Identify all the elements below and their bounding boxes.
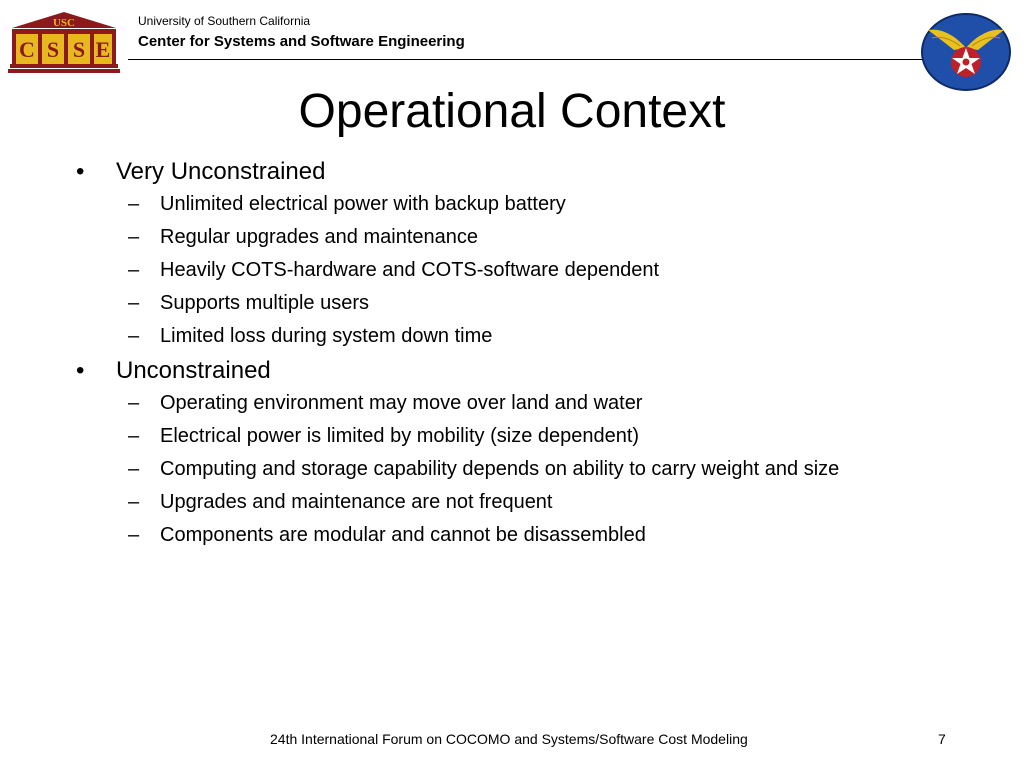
bullet-label: Unconstrained (116, 357, 271, 384)
dash-icon: – (128, 491, 140, 513)
sub-bullet-item (70, 486, 970, 519)
air-force-star-wings-icon (920, 12, 1012, 92)
bullet-item (70, 156, 970, 188)
university-name: University of Southern California (138, 14, 311, 28)
slide-title: Operational Context (298, 85, 726, 138)
sub-bullet-item (70, 387, 970, 420)
sub-bullet-text: Regular upgrades and maintenance (160, 226, 478, 248)
logo-usc-text: USC (52, 17, 76, 29)
slide-content (70, 154, 970, 552)
sub-bullet-item (70, 320, 970, 353)
sub-bullet-item (70, 287, 970, 320)
bullet-group-unconstrained (70, 355, 970, 552)
dash-icon: – (128, 292, 140, 314)
sub-bullet-text: Supports multiple users (160, 292, 369, 314)
dash-icon: – (128, 193, 140, 215)
footer-conference: 24th International Forum on COCOMO and Systems/Software Cost Modeling (270, 731, 748, 747)
sub-bullet-text: Components are modular and cannot be disassembled (160, 524, 646, 546)
dash-icon: – (128, 524, 140, 546)
header-divider (128, 59, 928, 60)
bullet-dot-icon: • (76, 158, 85, 185)
dash-icon: – (128, 392, 140, 414)
sub-bullet-item (70, 453, 970, 486)
sub-bullet-text: Limited loss during system down time (160, 325, 493, 347)
logo-letter-s2: S (72, 37, 86, 62)
bullet-dot-icon: • (76, 357, 85, 384)
sub-bullet-text: Upgrades and maintenance are not frequent (160, 491, 553, 513)
sub-bullet-text: Unlimited electrical power with backup battery (160, 193, 566, 215)
dash-icon: – (128, 425, 140, 447)
sub-bullet-item (70, 188, 970, 221)
bullet-group-very-unconstrained (70, 156, 970, 353)
sub-bullet-item (70, 519, 970, 552)
dash-icon: – (128, 325, 140, 347)
page-number: 7 (938, 731, 946, 747)
sub-bullet-text: Heavily COTS-hardware and COTS-software dependent (160, 259, 660, 281)
sub-bullet-text: Operating environment may move over land and water (160, 392, 643, 414)
sub-bullet-item (70, 254, 970, 287)
sub-bullet-item (70, 420, 970, 453)
usc-csse-logo (8, 10, 120, 74)
logo-letter-e: E (95, 37, 111, 62)
logo-letter-c: C (19, 37, 35, 62)
sub-bullet-text: Computing and storage capability depends on ability to carry weight and size (160, 458, 840, 480)
sub-bullet-item (70, 221, 970, 254)
bullet-item (70, 355, 970, 387)
dash-icon: – (128, 226, 140, 248)
dash-icon: – (128, 458, 140, 480)
bullet-label: Very Unconstrained (116, 158, 326, 185)
center-name: Center for Systems and Software Engineering (138, 33, 465, 50)
logo-letter-s1: S (46, 37, 60, 62)
dash-icon: – (128, 259, 140, 281)
sub-bullet-text: Electrical power is limited by mobility (size dependent) (160, 425, 640, 447)
